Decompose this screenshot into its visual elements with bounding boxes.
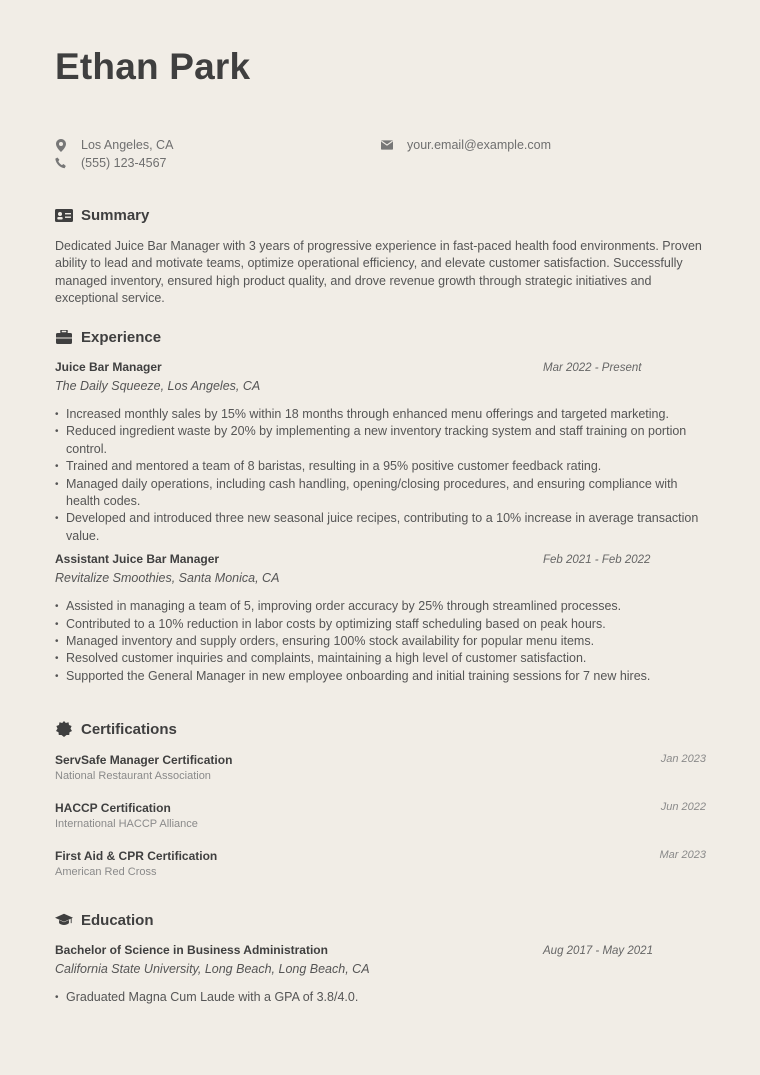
email-row[interactable]: [381, 136, 551, 154]
list-item: • Reduced ingredient waste by 20% by implementing a new inventory tracking system and staff training on portion control.: [55, 423, 706, 458]
certification-item: [55, 801, 706, 849]
job-bullets: [55, 598, 706, 685]
envelope-icon: [381, 139, 393, 151]
contact-block: [55, 136, 706, 172]
list-item: • Resolved customer inquiries and complaints, maintaining a high level of customer satisfaction.: [55, 650, 706, 667]
certification-org: International HACCP Alliance: [55, 818, 198, 830]
phone-row: [55, 154, 706, 172]
certification-name: ServSafe Manager Certification: [55, 753, 233, 767]
summary-title: Summary: [81, 206, 150, 224]
job-bullets: [55, 406, 706, 545]
certifications-section: [55, 719, 706, 897]
certifications-heading: [55, 719, 706, 739]
map-pin-icon: [55, 139, 67, 151]
education-title: Education: [81, 911, 154, 929]
location-text: Los Angeles, CA: [81, 138, 174, 152]
certification-name: HACCP Certification: [55, 801, 171, 815]
summary-text: Dedicated Juice Bar Manager with 3 years of progressive experience in fast-paced health food environments. Proven ability to lead and motivate teams, optimize operational efficiency, and elevate customer satisfaction. Successfully managed inventory, ensured high product quality, and drove revenue growth through strategic initiatives and exceptional service.: [55, 239, 702, 306]
certificate-badge-icon: [55, 721, 73, 737]
job-org: The Daily Squeeze, Los Angeles, CA: [55, 379, 261, 393]
list-item: • Trained and mentored a team of 8 baristas, resulting in a 95% positive customer feedback rating.: [55, 458, 706, 475]
email-text[interactable]: your.email@example.com: [407, 138, 551, 152]
list-item: • Contributed to a 10% reduction in labor costs by optimizing staff scheduling based on peak hours.: [55, 616, 706, 633]
certification-item: [55, 753, 706, 801]
education-section: [55, 910, 706, 1006]
certification-org: National Restaurant Association: [55, 770, 211, 782]
job-header: [55, 552, 706, 566]
summary-heading: [55, 205, 706, 225]
job-date: Feb 2021 - Feb 2022: [543, 554, 651, 567]
phone-text: (555) 123-4567: [81, 156, 167, 170]
education-bullets: [55, 989, 706, 1006]
education-date: Aug 2017 - May 2021: [543, 945, 653, 957]
job-title: Assistant Juice Bar Manager: [55, 552, 220, 567]
degree-title: Bachelor of Science in Business Administration: [55, 943, 328, 957]
experience-heading: [55, 327, 706, 347]
certifications-list: [55, 753, 706, 897]
education-entry: [55, 943, 706, 1006]
job-org: Revitalize Smoothies, Santa Monica, CA: [55, 571, 280, 586]
job-entry: [55, 552, 706, 685]
certification-org: American Red Cross: [55, 866, 157, 878]
experience-section: [55, 327, 706, 685]
list-item: • Graduated Magna Cum Laude with a GPA of 3.8/4.0.: [55, 989, 706, 1006]
candidate-name: Ethan Park: [55, 46, 251, 87]
list-item: • Managed daily operations, including cash handling, opening/closing procedures, and ensuring compliance with health codes.: [55, 476, 706, 511]
certification-item: [55, 849, 706, 897]
education-heading: [55, 910, 706, 930]
certification-date: Jan 2023: [660, 753, 706, 765]
list-item: • Managed inventory and supply orders, ensuring 100% stock availability for popular menu items.: [55, 633, 706, 650]
list-item: • Supported the General Manager in new employee onboarding and initial training sessions for 7 new hires.: [55, 668, 706, 685]
id-card-icon: [55, 207, 73, 223]
job-date: Mar 2022 - Present: [543, 362, 642, 374]
experience-title: Experience: [81, 328, 162, 346]
summary-section: [55, 205, 706, 308]
graduation-cap-icon: [55, 912, 73, 928]
education-header: [55, 943, 706, 957]
school-name: California State University, Long Beach, Long Beach, CA: [55, 962, 370, 976]
briefcase-icon: [55, 329, 73, 345]
certification-date: Jun 2022: [660, 801, 706, 813]
job-title: Juice Bar Manager: [55, 360, 162, 374]
job-entry: [55, 360, 706, 545]
job-header: [55, 360, 706, 374]
list-item: • Assisted in managing a team of 5, improving order accuracy by 25% through streamlined processes.: [55, 598, 706, 615]
list-item: • Developed and introduced three new seasonal juice recipes, contributing to a 10% increase in average transaction value.: [55, 510, 706, 545]
certifications-title: Certifications: [81, 720, 177, 738]
phone-icon: [55, 157, 67, 169]
certification-date: Mar 2023: [659, 849, 706, 861]
certification-name: First Aid & CPR Certification: [55, 849, 218, 863]
list-item: • Increased monthly sales by 15% within 18 months through enhanced menu offerings and targeted marketing.: [55, 406, 706, 423]
